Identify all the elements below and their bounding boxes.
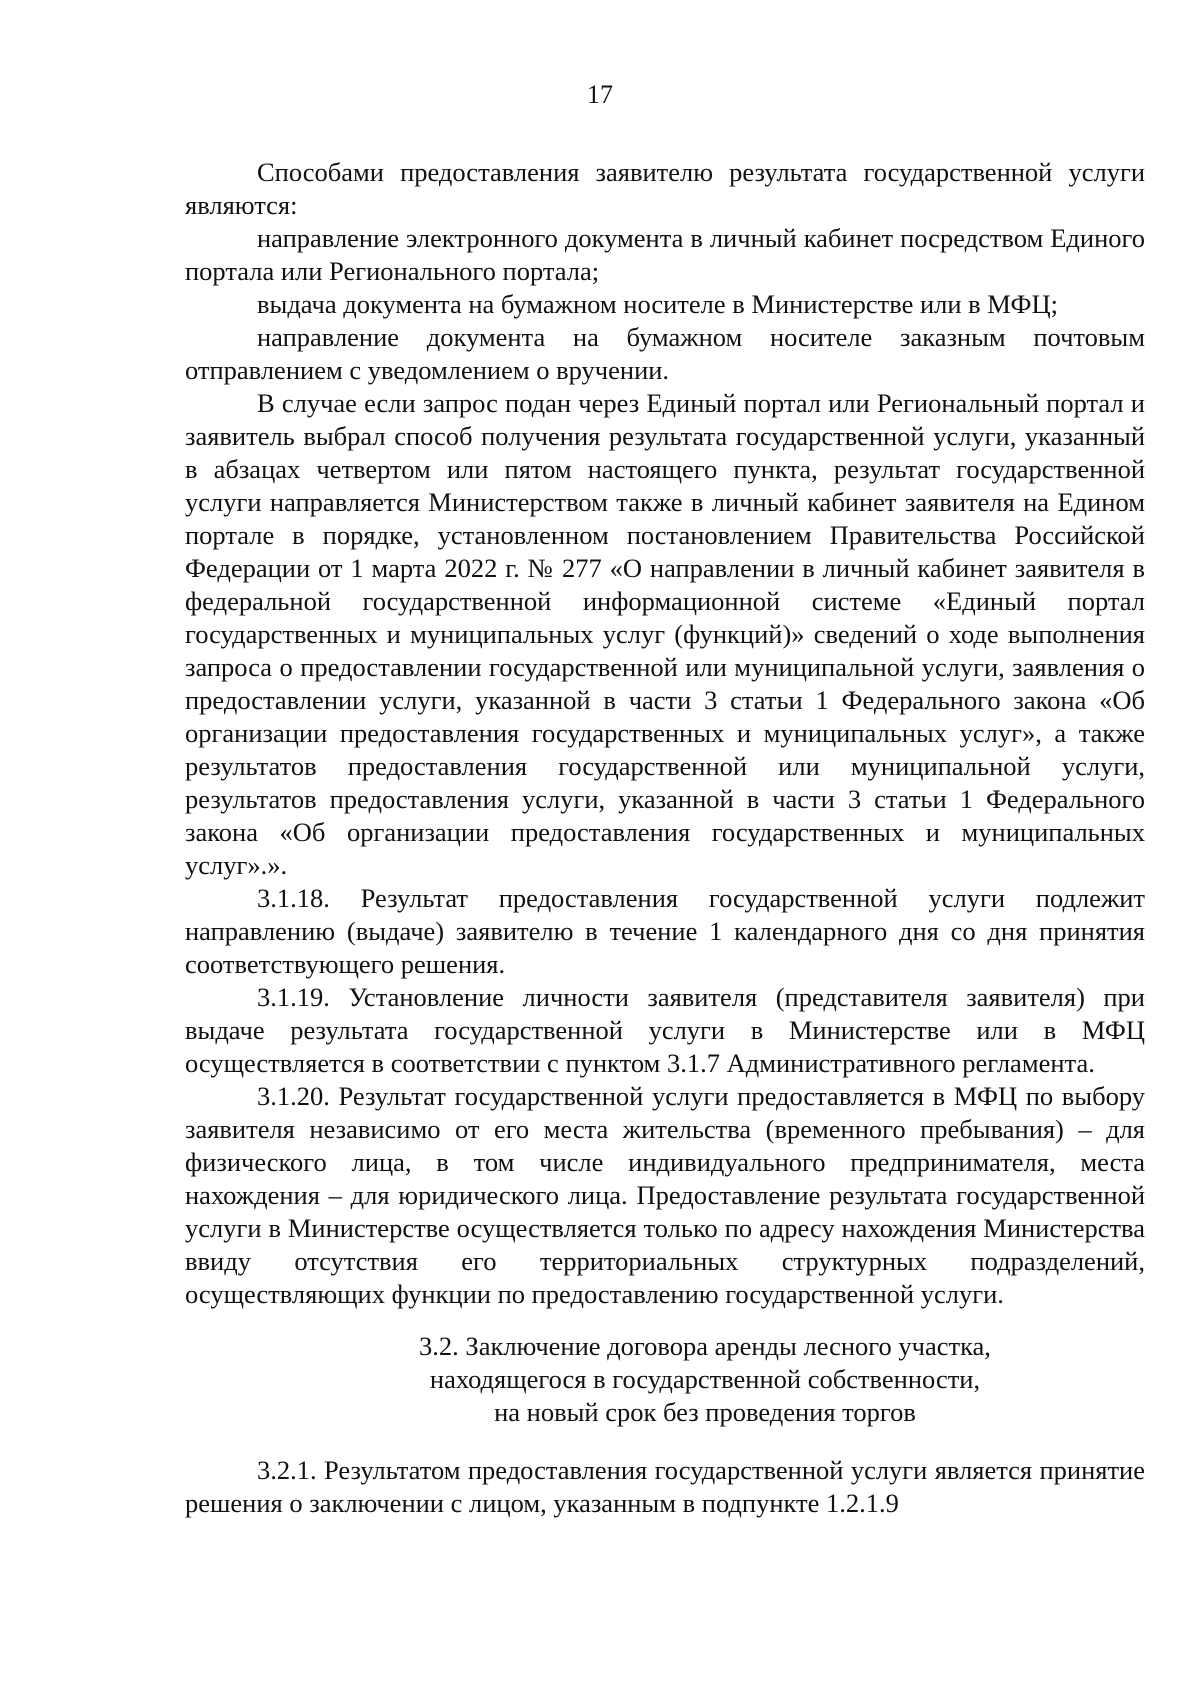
paragraph-3-1-19: 3.1.19. Установление личности заявителя (представителя заявителя) при выдаче результата государственной услуги в Министерстве или в МФЦ осуществляется в соответствии с пунктом 3.1.7 Административного регламента. [185,982,1145,1078]
body-text-top [185,156,1145,1311]
paragraph: выдача документа на бумажном носителе в Министерстве или в МФЦ; [257,289,1058,319]
paragraph-3-1-18: 3.1.18. Результат предоставления государственной услуги подлежит направлению (выдаче) заявителю в течение 1 календарного дня со дня принятия соответствующего решения. [185,883,1145,979]
paragraph-3-2-1: 3.2.1. Результатом предоставления государственной услуги является принятие решения о заключении с лицом, указанным в подпункте 1.2.1.9 [185,1455,1145,1518]
paragraph-3-1-20: 3.1.20. Результат государственной услуги предоставляется в МФЦ по выбору заявителя независимо от его места жительства (временного пребывания) – для физического лица, в том числе индивидуального предпринимателя, места нахождения – для юридического лица. Предоставление результата государственной услуги в Министерстве осуществляется только по адресу нахождения Министерства ввиду отсутствия его территориальных структурных подразделений, осуществляющих функции по предоставлению государственной услуги. [185,1081,1145,1309]
section-heading-3-2 [185,1330,1145,1429]
paragraph: В случае если запрос подан через Единый портал или Региональный портал и заявитель выбрал способ получения результата государственной услуги, указанный в абзацах четвертом или пятом настоящего пункта, результат государственной услуги направляется Министерством также в личный кабинет заявителя на Едином портале в порядке, установленном постановлением Правительства Российской Федерации от 1 марта 2022 г. № 277 «О направлении в личный кабинет заявителя в федеральной государственной информационной системе «Единый портал государственных и муниципальных услуг (функций)» сведений о ходе выполнения запроса о предоставлении государственной или муниципальной услуги, заявления о предоставлении услуги, указанной в части 3 статьи 1 Федерального закона «Об организации предоставления государственных и муниципальных услуг», а также результатов предоставления государственной или муниципальной услуги, результатов предоставления услуги, указанной в части 3 статьи 1 Федерального закона «Об организации предоставления государственных и муниципальных услуг».». [185,388,1145,880]
body-text-bottom [185,1454,1145,1520]
section-heading-line: находящегося в государственной собственности, [429,1364,981,1394]
section-heading-line: на новый срок без проведения торгов [494,1397,916,1427]
paragraph: направление документа на бумажном носителе заказным почтовым отправлением с уведомлением о вручении. [185,322,1145,385]
section-heading-line: 3.2. Заключение договора аренды лесного участка, [419,1331,991,1361]
page-number: 17 [587,80,613,109]
paragraph: Способами предоставления заявителю результата государственной услуги являются: [185,157,1145,220]
paragraph: направление электронного документа в личный кабинет посредством Единого портала или Регионального портала; [185,223,1145,286]
